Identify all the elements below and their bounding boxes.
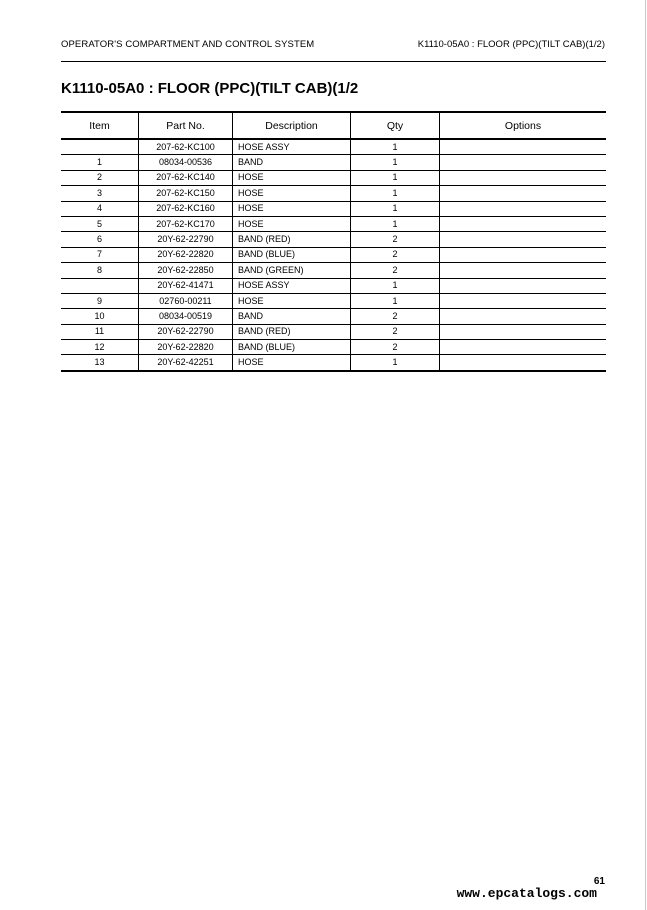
column-header-options: Options — [440, 112, 607, 139]
cell-description: HOSE — [233, 170, 351, 185]
cell-item: 4 — [61, 201, 139, 216]
cell-part-no: 207-62-KC150 — [139, 186, 233, 201]
table-row — [61, 201, 606, 216]
cell-options — [440, 170, 607, 185]
cell-part-no: 20Y-62-22820 — [139, 247, 233, 262]
cell-options — [440, 340, 607, 355]
page-edge — [645, 0, 646, 910]
cell-description: BAND (GREEN) — [233, 263, 351, 278]
cell-part-no: 20Y-62-41471 — [139, 278, 233, 293]
cell-item: 8 — [61, 263, 139, 278]
cell-part-no: 20Y-62-22790 — [139, 324, 233, 339]
cell-item: 5 — [61, 216, 139, 231]
cell-part-no: 08034-00536 — [139, 155, 233, 170]
table-row — [61, 139, 606, 155]
cell-qty: 1 — [351, 170, 440, 185]
table-row — [61, 170, 606, 185]
cell-part-no: 02760-00211 — [139, 293, 233, 308]
table-row — [61, 340, 606, 355]
cell-options — [440, 309, 607, 324]
running-header-section: OPERATOR'S COMPARTMENT AND CONTROL SYSTEM — [61, 39, 315, 50]
cell-options — [440, 355, 607, 371]
cell-description: BAND — [233, 309, 351, 324]
cell-description: HOSE — [233, 201, 351, 216]
table-row — [61, 293, 606, 308]
cell-qty: 2 — [351, 340, 440, 355]
cell-qty: 1 — [351, 278, 440, 293]
cell-description: BAND (BLUE) — [233, 247, 351, 262]
cell-item — [61, 139, 139, 155]
cell-item: 9 — [61, 293, 139, 308]
cell-description: HOSE ASSY — [233, 278, 351, 293]
cell-qty: 2 — [351, 232, 440, 247]
column-header-item: Item — [61, 112, 139, 139]
cell-options — [440, 201, 607, 216]
cell-part-no: 207-62-KC100 — [139, 139, 233, 155]
cell-description: HOSE — [233, 293, 351, 308]
cell-item: 13 — [61, 355, 139, 371]
cell-options — [440, 216, 607, 231]
table-row — [61, 216, 606, 231]
cell-part-no: 08034-00519 — [139, 309, 233, 324]
cell-qty: 2 — [351, 324, 440, 339]
cell-qty: 1 — [351, 155, 440, 170]
cell-description: BAND (RED) — [233, 232, 351, 247]
table-row — [61, 186, 606, 201]
cell-qty: 1 — [351, 201, 440, 216]
cell-description: HOSE — [233, 216, 351, 231]
cell-part-no: 20Y-62-22790 — [139, 232, 233, 247]
cell-part-no: 207-62-KC160 — [139, 201, 233, 216]
page-number: 61 — [593, 876, 605, 887]
column-header-description: Description — [233, 112, 351, 139]
parts-table-body — [61, 139, 606, 371]
table-row — [61, 278, 606, 293]
cell-qty: 2 — [351, 247, 440, 262]
cell-options — [440, 278, 607, 293]
cell-part-no: 207-62-KC170 — [139, 216, 233, 231]
table-row — [61, 324, 606, 339]
table-row — [61, 247, 606, 262]
cell-item: 10 — [61, 309, 139, 324]
cell-item: 1 — [61, 155, 139, 170]
table-row — [61, 309, 606, 324]
cell-qty: 2 — [351, 263, 440, 278]
cell-item: 3 — [61, 186, 139, 201]
cell-qty: 1 — [351, 293, 440, 308]
table-row — [61, 263, 606, 278]
cell-item: 11 — [61, 324, 139, 339]
table-row — [61, 155, 606, 170]
cell-item: 7 — [61, 247, 139, 262]
running-header-page-ref: K1110-05A0 : FLOOR (PPC)(TILT CAB)(1/2) — [417, 39, 605, 50]
cell-description: BAND (RED) — [233, 324, 351, 339]
cell-qty: 2 — [351, 309, 440, 324]
watermark: www.epcatalogs.com — [456, 886, 597, 901]
cell-item — [61, 278, 139, 293]
header-divider — [61, 61, 606, 62]
cell-item: 12 — [61, 340, 139, 355]
cell-options — [440, 293, 607, 308]
cell-options — [440, 263, 607, 278]
cell-description: BAND (BLUE) — [233, 340, 351, 355]
cell-options — [440, 155, 607, 170]
cell-options — [440, 139, 607, 155]
cell-qty: 1 — [351, 216, 440, 231]
cell-options — [440, 232, 607, 247]
cell-description: HOSE — [233, 355, 351, 371]
page-title: K1110-05A0 : FLOOR (PPC)(TILT CAB)(1/2 — [61, 80, 359, 97]
table-row — [61, 355, 606, 371]
cell-qty: 1 — [351, 355, 440, 371]
cell-item: 6 — [61, 232, 139, 247]
cell-qty: 1 — [351, 186, 440, 201]
cell-item: 2 — [61, 170, 139, 185]
cell-qty: 1 — [351, 139, 440, 155]
cell-options — [440, 324, 607, 339]
cell-description: BAND — [233, 155, 351, 170]
column-header-part-no: Part No. — [139, 112, 233, 139]
table-header-row — [61, 112, 606, 139]
column-header-qty: Qty — [351, 112, 440, 139]
cell-part-no: 20Y-62-22820 — [139, 340, 233, 355]
cell-description: HOSE ASSY — [233, 139, 351, 155]
cell-part-no: 207-62-KC140 — [139, 170, 233, 185]
cell-options — [440, 247, 607, 262]
table-row — [61, 232, 606, 247]
parts-table — [61, 111, 606, 372]
cell-part-no: 20Y-62-42251 — [139, 355, 233, 371]
cell-options — [440, 186, 607, 201]
cell-part-no: 20Y-62-22850 — [139, 263, 233, 278]
cell-description: HOSE — [233, 186, 351, 201]
